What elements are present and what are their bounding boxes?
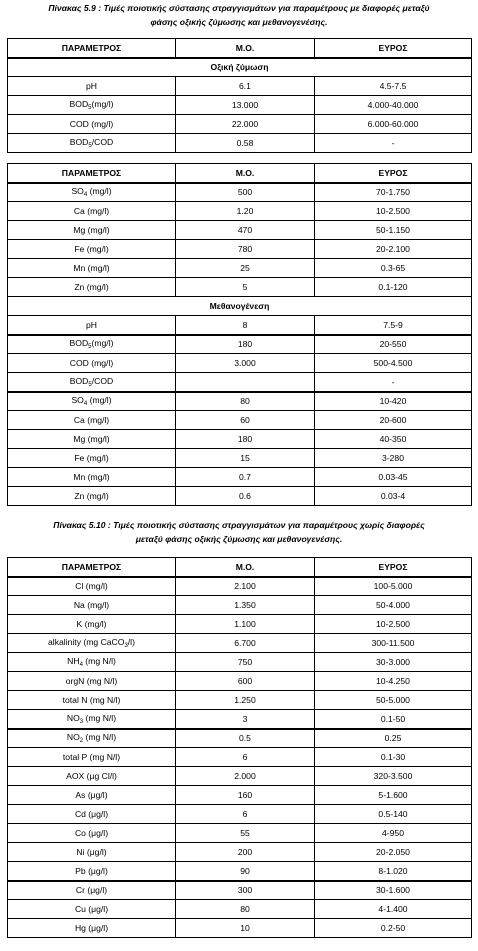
- range-cell: 0.2-50: [315, 919, 472, 938]
- param-cell: As (μg/l): [8, 786, 176, 805]
- mean-cell: 300: [176, 881, 315, 900]
- range-cell: 8-1.020: [315, 862, 472, 881]
- range-cell: 0.1-50: [315, 710, 472, 729]
- range-cell: 50-4.000: [315, 596, 472, 615]
- table-row: [8, 919, 472, 938]
- range-cell: 6.000-60.000: [315, 115, 472, 134]
- table-row: [8, 615, 472, 634]
- mean-cell: 470: [176, 221, 315, 240]
- table-row: [8, 430, 472, 449]
- section-title: Μεθανογένεση: [8, 297, 472, 316]
- param-cell: Fe (mg/l): [8, 449, 176, 468]
- mean-cell: 180: [176, 335, 315, 354]
- mean-cell: 0.6: [176, 487, 315, 506]
- table-row: [8, 259, 472, 278]
- param-cell: Fe (mg/l): [8, 240, 176, 259]
- range-cell: 100-5.000: [315, 577, 472, 596]
- table-row: [8, 634, 472, 653]
- table-row: [8, 824, 472, 843]
- mean-cell: 10: [176, 919, 315, 938]
- param-unit: (mg N/l): [83, 712, 117, 723]
- section-row: [8, 58, 472, 77]
- param-cell: Zn (mg/l): [8, 487, 176, 506]
- table-row: [8, 392, 472, 411]
- param-cell: [8, 96, 176, 115]
- param-name: alkalinity (mg CaCO: [48, 637, 125, 647]
- range-cell: 0.1-120: [315, 278, 472, 297]
- table-row: [8, 672, 472, 691]
- range-cell: 30-3.000: [315, 653, 472, 672]
- range-cell: 0.5-140: [315, 805, 472, 824]
- param-unit: /l): [127, 637, 135, 647]
- param-cell: Cu (μg/l): [8, 900, 176, 919]
- mean-cell: 1.20: [176, 202, 315, 221]
- table-row: [8, 335, 472, 354]
- param-unit: /COD: [91, 137, 114, 147]
- table1-body: [8, 77, 472, 153]
- mean-cell: 0.58: [176, 134, 315, 153]
- param-unit: (mg N/l): [83, 732, 117, 743]
- table-row: [8, 449, 472, 468]
- table2-body-b: [8, 316, 472, 506]
- param-unit: (mg/l): [91, 99, 114, 109]
- param-cell: [8, 373, 176, 392]
- param-name: NO: [66, 732, 80, 743]
- param-cell: [8, 392, 176, 411]
- param-cell: Mg (mg/l): [8, 221, 176, 240]
- range-cell: 10-420: [315, 392, 472, 411]
- param-name: NO: [66, 712, 80, 723]
- table-row: [8, 468, 472, 487]
- header-mean: Μ.Ο.: [176, 39, 315, 58]
- table-row: [8, 577, 472, 596]
- param-name: BOD: [69, 338, 89, 349]
- mean-cell: 1.350: [176, 596, 315, 615]
- table-row: [8, 691, 472, 710]
- table-row: [8, 202, 472, 221]
- range-cell: 40-350: [315, 430, 472, 449]
- range-cell: 10-2.500: [315, 202, 472, 221]
- mean-cell: 5: [176, 278, 315, 297]
- caption-line: Πίνακας 5.10 : Τιμές ποιοτικής σύστασης στραγγισμάτων για παραμέτρους χωρίς διαφορές: [53, 520, 425, 530]
- table-header-row: [8, 558, 472, 577]
- param-unit: (mg/l): [87, 186, 112, 197]
- header-param: ΠΑΡΑΜΕΤΡΟΣ: [8, 39, 176, 58]
- range-cell: 3-280: [315, 449, 472, 468]
- mean-cell: 780: [176, 240, 315, 259]
- param-cell: [8, 634, 176, 653]
- param-subscript: 4: [83, 401, 88, 408]
- range-cell: 0.03-45: [315, 468, 472, 487]
- param-unit: /COD: [91, 375, 114, 386]
- range-cell: 50-1.150: [315, 221, 472, 240]
- range-cell: 70-1.750: [315, 183, 472, 202]
- mean-cell: 55: [176, 824, 315, 843]
- mean-cell: 1.100: [176, 615, 315, 634]
- header-param: ΠΑΡΑΜΕΤΡΟΣ: [8, 164, 176, 183]
- table-5-9-caption: [0, 1, 478, 29]
- section-title: Οξική ζύμωση: [8, 58, 472, 77]
- param-cell: pH: [8, 77, 176, 96]
- section-row: [8, 297, 472, 316]
- range-cell: 50-5.000: [315, 691, 472, 710]
- param-unit: (mg/l): [87, 395, 112, 406]
- header-mean: Μ.Ο.: [176, 164, 315, 183]
- mean-cell: 0.5: [176, 729, 315, 748]
- table-row: [8, 805, 472, 824]
- table-row: [8, 767, 472, 786]
- param-subscript: 5: [88, 105, 92, 111]
- range-cell: -: [315, 373, 472, 392]
- param-subscript: 4: [83, 192, 88, 199]
- header-range: ΕΥΡΟΣ: [315, 558, 472, 577]
- range-cell: 30-1.600: [315, 881, 472, 900]
- table-row: [8, 240, 472, 259]
- param-name: BOD: [69, 375, 89, 386]
- mean-cell: 160: [176, 786, 315, 805]
- param-name: NH: [67, 656, 80, 666]
- param-cell: AOX (μg Cl/l): [8, 767, 176, 786]
- table-row: [8, 278, 472, 297]
- range-cell: 4-1.400: [315, 900, 472, 919]
- param-cell: [8, 183, 176, 202]
- range-cell: 20-600: [315, 411, 472, 430]
- mean-cell: 80: [176, 392, 315, 411]
- table-header-row: [8, 164, 472, 183]
- table-row: [8, 710, 472, 729]
- table-row: [8, 115, 472, 134]
- table-row: [8, 96, 472, 115]
- param-cell: total N (mg N/l): [8, 691, 176, 710]
- table-row: [8, 316, 472, 335]
- param-name: SO: [71, 186, 84, 197]
- range-cell: 0.1-30: [315, 748, 472, 767]
- range-cell: 20-2.050: [315, 843, 472, 862]
- table-row: [8, 221, 472, 240]
- param-subscript: 4: [79, 662, 83, 668]
- mean-cell: 6.1: [176, 77, 315, 96]
- table-row: [8, 411, 472, 430]
- range-cell: 4.5-7.5: [315, 77, 472, 96]
- table2-body-a: [8, 183, 472, 297]
- table-row: [8, 881, 472, 900]
- param-unit: (mg N/l): [82, 656, 116, 666]
- param-cell: Zn (mg/l): [8, 278, 176, 297]
- range-cell: -: [315, 134, 472, 153]
- range-cell: 10-2.500: [315, 615, 472, 634]
- param-cell: Mn (mg/l): [8, 259, 176, 278]
- param-cell: Hg (μg/l): [8, 919, 176, 938]
- mean-cell: 2.000: [176, 767, 315, 786]
- param-cell: Ca (mg/l): [8, 202, 176, 221]
- mean-cell: 2.100: [176, 577, 315, 596]
- table-row: [8, 653, 472, 672]
- mean-cell: 8: [176, 316, 315, 335]
- param-cell: Mg (mg/l): [8, 430, 176, 449]
- table-row: [8, 843, 472, 862]
- table-row: [8, 596, 472, 615]
- range-cell: 0.25: [315, 729, 472, 748]
- param-subscript: 2: [79, 738, 84, 745]
- mean-cell: 6: [176, 748, 315, 767]
- caption-line: Πίνακας 5.9 : Τιμές ποιοτικής σύστασης στραγγισμάτων για παραμέτρους με διαφορές μεταξύ: [48, 3, 430, 13]
- range-cell: 0.03-4: [315, 487, 472, 506]
- mean-cell: 180: [176, 430, 315, 449]
- table-5-9-part2: [7, 163, 472, 506]
- param-subscript: 5: [88, 344, 92, 351]
- range-cell: 320-3.500: [315, 767, 472, 786]
- param-cell: [8, 335, 176, 354]
- range-cell: 5-1.600: [315, 786, 472, 805]
- range-cell: 0.3-65: [315, 259, 472, 278]
- table-row: [8, 77, 472, 96]
- table-row: [8, 487, 472, 506]
- mean-cell: 200: [176, 843, 315, 862]
- mean-cell: 6: [176, 805, 315, 824]
- range-cell: 4.000-40.000: [315, 96, 472, 115]
- param-subscript: 3: [124, 643, 128, 649]
- mean-cell: 13.000: [176, 96, 315, 115]
- mean-cell: 500: [176, 183, 315, 202]
- param-cell: Pb (μg/l): [8, 862, 176, 881]
- range-cell: 20-550: [315, 335, 472, 354]
- param-cell: Cr (μg/l): [8, 881, 176, 900]
- param-cell: total P (mg N/l): [8, 748, 176, 767]
- mean-cell: 22.000: [176, 115, 315, 134]
- param-name: SO: [71, 395, 84, 406]
- param-cell: [8, 653, 176, 672]
- param-cell: [8, 134, 176, 153]
- param-subscript: 3: [79, 718, 84, 725]
- param-cell: [8, 729, 176, 748]
- mean-cell: [176, 373, 315, 392]
- mean-cell: 3.000: [176, 354, 315, 373]
- mean-cell: 750: [176, 653, 315, 672]
- table-row: [8, 862, 472, 881]
- table-row: [8, 786, 472, 805]
- mean-cell: 6.700: [176, 634, 315, 653]
- param-cell: Cd (μg/l): [8, 805, 176, 824]
- param-cell: Ca (mg/l): [8, 411, 176, 430]
- param-cell: Cl (mg/l): [8, 577, 176, 596]
- param-name: BOD: [69, 99, 89, 109]
- range-cell: 20-2.100: [315, 240, 472, 259]
- table-row: [8, 183, 472, 202]
- param-name: BOD: [69, 137, 89, 147]
- table-row: [8, 748, 472, 767]
- mean-cell: 3: [176, 710, 315, 729]
- header-mean: Μ.Ο.: [176, 558, 315, 577]
- range-cell: 4-950: [315, 824, 472, 843]
- mean-cell: 60: [176, 411, 315, 430]
- param-cell: orgN (mg N/l): [8, 672, 176, 691]
- mean-cell: 1.250: [176, 691, 315, 710]
- mean-cell: 25: [176, 259, 315, 278]
- param-subscript: 5: [88, 143, 92, 149]
- table-row: [8, 900, 472, 919]
- range-cell: 500-4.500: [315, 354, 472, 373]
- param-cell: COD (mg/l): [8, 115, 176, 134]
- caption-line: φάσης οξικής ζύμωσης και μεθανογενέσης.: [150, 17, 328, 27]
- param-cell: K (mg/l): [8, 615, 176, 634]
- param-cell: Na (mg/l): [8, 596, 176, 615]
- param-cell: Ni (μg/l): [8, 843, 176, 862]
- param-cell: pH: [8, 316, 176, 335]
- mean-cell: 15: [176, 449, 315, 468]
- table-5-10: [7, 557, 472, 938]
- mean-cell: 90: [176, 862, 315, 881]
- header-range: ΕΥΡΟΣ: [315, 164, 472, 183]
- range-cell: 7.5-9: [315, 316, 472, 335]
- param-subscript: 5: [88, 381, 92, 388]
- header-range: ΕΥΡΟΣ: [315, 39, 472, 58]
- mean-cell: 80: [176, 900, 315, 919]
- header-param: ΠΑΡΑΜΕΤΡΟΣ: [8, 558, 176, 577]
- table-row: [8, 354, 472, 373]
- caption-line: μεταξύ φάσης οξικής ζύμωσης και μεθανογενέσης.: [135, 534, 343, 544]
- table-5-10-caption: [0, 518, 478, 546]
- table3-body: [8, 577, 472, 938]
- param-cell: Mn (mg/l): [8, 468, 176, 487]
- param-unit: (mg/l): [91, 338, 114, 349]
- table-5-9-part1: [7, 38, 472, 153]
- mean-cell: 0.7: [176, 468, 315, 487]
- table-row: [8, 134, 472, 153]
- range-cell: 10-4.250: [315, 672, 472, 691]
- param-cell: [8, 710, 176, 729]
- mean-cell: 600: [176, 672, 315, 691]
- table-row: [8, 373, 472, 392]
- param-cell: COD (mg/l): [8, 354, 176, 373]
- param-cell: Co (μg/l): [8, 824, 176, 843]
- range-cell: 300-11.500: [315, 634, 472, 653]
- table-row: [8, 729, 472, 748]
- table-header-row: [8, 39, 472, 58]
